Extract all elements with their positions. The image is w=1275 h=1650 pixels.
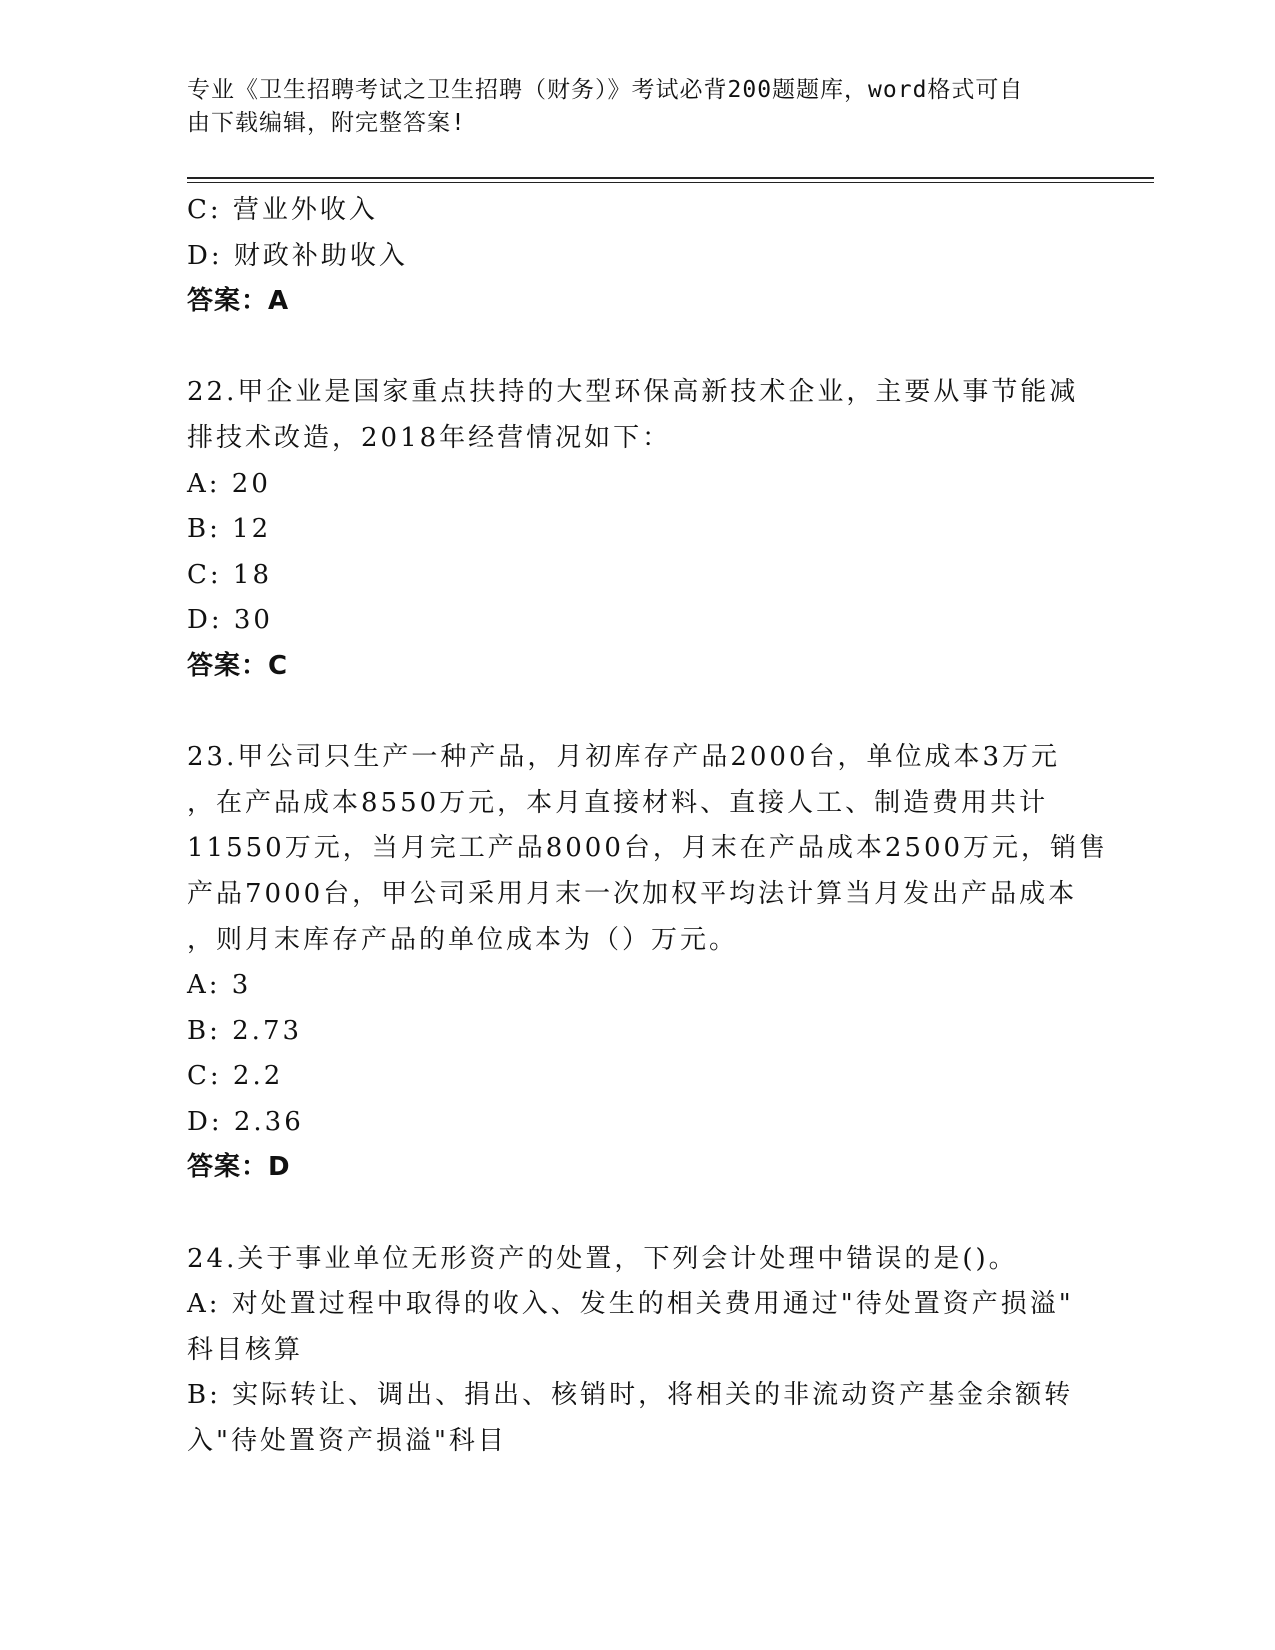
q23-option-b: B: 2.73 xyxy=(187,1015,303,1046)
q23-option-d: D: 2.36 xyxy=(187,1106,304,1137)
q23-answer: 答案：D xyxy=(187,1152,291,1183)
header-title-line-1: 专业《卫生招聘考试之卫生招聘（财务）》考试必背200题题库，word格式可自 xyxy=(187,77,1024,103)
spacer xyxy=(187,325,1087,371)
question-22 xyxy=(187,370,1087,689)
q21-option-d: D: 财政补助收入 xyxy=(187,240,408,271)
q22-stem-line-1: 22.甲企业是国家重点扶持的大型环保高新技术企业，主要从事节能减 xyxy=(187,377,1079,408)
header-divider-thin xyxy=(187,182,1154,183)
q23-stem-line-5: ，则月末库存产品的单位成本为（）万元。 xyxy=(187,924,739,955)
q24-option-a-line-2: 科目核算 xyxy=(187,1334,304,1365)
q22-option-d: D: 30 xyxy=(187,605,273,636)
q22-option-b: B: 12 xyxy=(187,514,272,545)
page-header xyxy=(187,74,1067,140)
q21-option-c: C: 营业外收入 xyxy=(187,195,378,225)
spacer xyxy=(187,690,1087,736)
q23-stem-line-1: 23.甲公司只生产一种产品，月初库存产品2000台，单位成本3万元 xyxy=(187,742,1061,773)
question-24 xyxy=(187,1237,1087,1465)
q24-option-a-line-1: A: 对处置过程中取得的收入、发生的相关费用通过"待处置资产损溢" xyxy=(187,1289,1074,1320)
q23-option-c: C: 2.2 xyxy=(187,1061,284,1092)
q24-stem-line-1: 24.关于事业单位无形资产的处置，下列会计处理中错误的是()。 xyxy=(187,1243,1018,1274)
q22-answer: 答案：C xyxy=(187,650,289,681)
header-title-line-2: 由下载编辑，附完整答案! xyxy=(187,110,466,136)
question-23 xyxy=(187,735,1109,1191)
q22-option-c: C: 18 xyxy=(187,559,273,590)
q23-option-a: A: 3 xyxy=(187,970,252,1001)
q23-stem-line-2: ，在产品成本8550万元，本月直接材料、直接人工、制造费用共计 xyxy=(187,787,1049,818)
document-body xyxy=(187,188,1109,1465)
q22-stem-line-2: 排技术改造，2018年经营情况如下： xyxy=(187,422,672,453)
q23-stem-line-4: 产品7000台，甲公司采用月末一次加权平均法计算当月发出产品成本 xyxy=(187,878,1078,909)
q21-answer: 答案：A xyxy=(187,286,290,317)
q24-option-b-line-2: 入"待处置资产损溢"科目 xyxy=(187,1426,507,1457)
q23-stem-line-3: 11550万元，当月完工产品8000台，月末在产品成本2500万元，销售 xyxy=(187,833,1109,864)
header-divider xyxy=(187,177,1154,179)
question-21-tail xyxy=(187,188,1087,325)
spacer xyxy=(187,1191,1087,1237)
q24-option-b-line-1: B: 实际转让、调出、捐出、核销时，将相关的非流动资产基金余额转 xyxy=(187,1380,1074,1411)
q22-option-a: A: 20 xyxy=(187,468,271,499)
